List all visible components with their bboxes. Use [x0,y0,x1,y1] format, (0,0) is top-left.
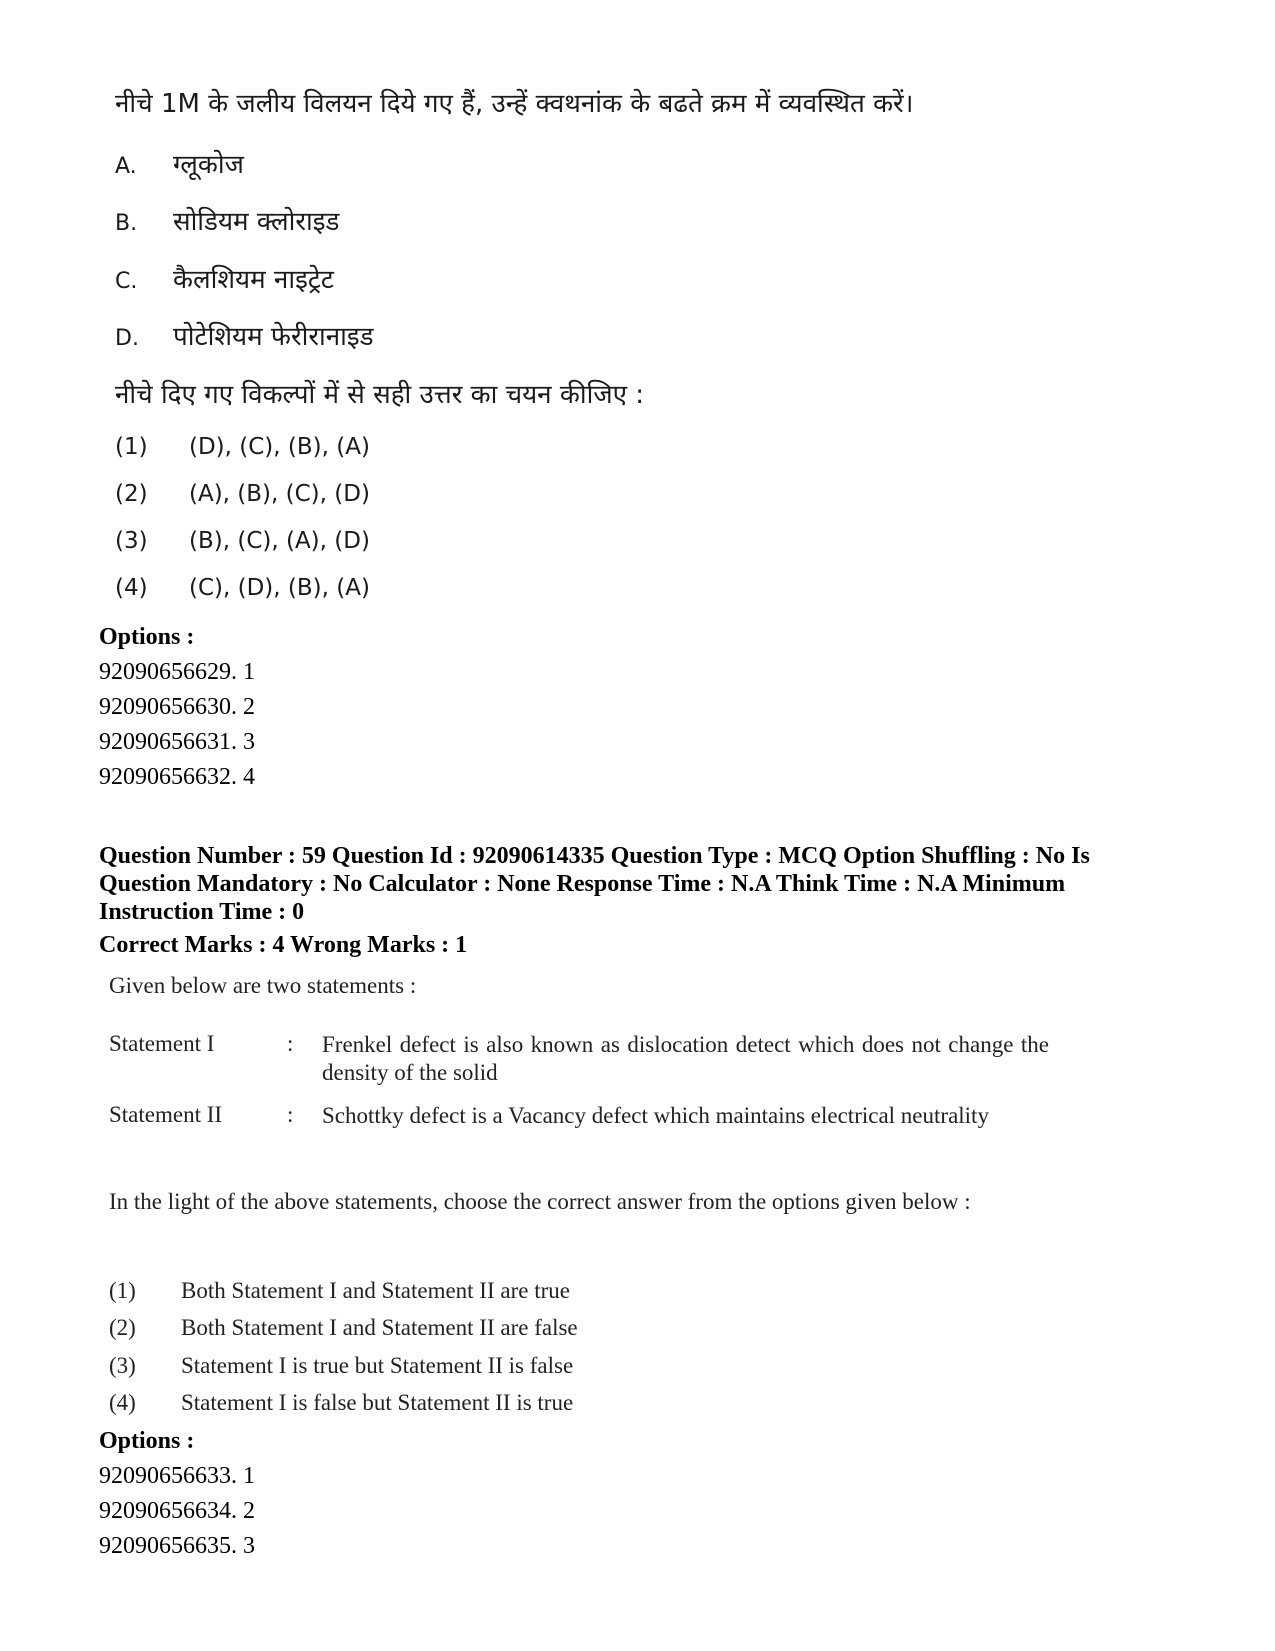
q58-item-d [115,317,374,353]
statement-text: Schottky defect is a Vacancy defect which maintains electrical neutrality [322,1103,989,1128]
choice-text: Statement I is true but Statement II is false [181,1353,574,1378]
statement-label: Statement I [109,1031,215,1056]
q59-choice-3 [109,1353,573,1379]
q58-stem: नीचे 1M के जलीय विलयन दिये गए हैं, उन्हें क्वथनांक के बढते क्रम में व्यवस्थित करें। [115,89,914,119]
item-text: सोडियम क्लोराइड [173,207,340,237]
q59-option-3: 92090656635. 3 [99,1533,255,1559]
choice-number: (1) [109,1278,136,1303]
q59-meta: Question Number : 59 Question Id : 92090614335 Question Type : MCQ Option Shuffling : No Is Question Mandatory : No Calculator : None Response Time : N.A Think Time : N.A Minimum Instruction Time : 0 [99,843,1090,925]
q58-item-a [115,145,244,181]
q58-option-3: 92090656631. 3 [99,729,255,755]
statement-text: Frenkel defect is also known as dislocation detect which does not change the density of the solid [322,1032,1049,1085]
choice-text: Both Statement I and Statement II are false [181,1315,578,1340]
q58-item-c [115,260,334,296]
choice-text: Both Statement I and Statement II are true [181,1278,570,1303]
q59-option-2: 92090656634. 2 [99,1498,255,1524]
item-text: ग्लूकोज [173,150,244,180]
choice-text: (B), (C), (A), (D) [189,528,370,554]
choice-number: (4) [109,1390,136,1415]
q59-given: Given below are two statements : [109,973,417,998]
q59-options-title: Options : [99,1428,195,1454]
q59-choice-1 [109,1278,570,1304]
q58-prompt: नीचे दिए गए विकल्पों में से सही उत्तर का चयन कीजिए : [115,380,645,410]
q58-option-1: 92090656629. 1 [99,659,255,685]
q58-choice-4 [115,575,370,601]
choice-number: (3) [109,1353,136,1378]
choice-number: (4) [115,575,148,601]
q58-item-b [115,202,339,238]
item-label: A. [115,154,137,179]
item-label: C. [115,269,138,294]
statement-label: Statement II [109,1102,223,1127]
choice-text: Statement I is false but Statement II is true [181,1390,574,1415]
item-text: पोटेशियम फेरीरानाइड [173,322,374,352]
q58-option-4: 92090656632. 4 [99,764,255,790]
choice-number: (2) [109,1315,136,1340]
choice-text: (A), (B), (C), (D) [189,481,370,507]
statement-colon: : [287,1031,294,1056]
q59-instruction: In the light of the above statements, choose the correct answer from the options given below : [109,1189,971,1214]
choice-text: (D), (C), (B), (A) [189,434,370,460]
q59-choice-4 [109,1390,573,1416]
choice-number: (2) [115,481,148,507]
choice-number: (1) [115,434,148,460]
q58-options-title: Options : [99,624,195,650]
q58-choice-1 [115,434,370,460]
q59-option-1: 92090656633. 1 [99,1463,255,1489]
q58-choice-3 [115,528,370,554]
q59-marks: Correct Marks : 4 Wrong Marks : 1 [99,932,468,958]
choice-text: (C), (D), (B), (A) [189,575,370,601]
q58-choice-2 [115,481,370,507]
q58-option-2: 92090656630. 2 [99,694,255,720]
item-label: B. [115,211,138,236]
q59-choice-2 [109,1315,578,1341]
statement-colon: : [287,1102,294,1127]
item-text: कैलशियम नाइट्रेट [173,265,335,295]
choice-number: (3) [115,528,148,554]
item-label: D. [115,326,139,351]
